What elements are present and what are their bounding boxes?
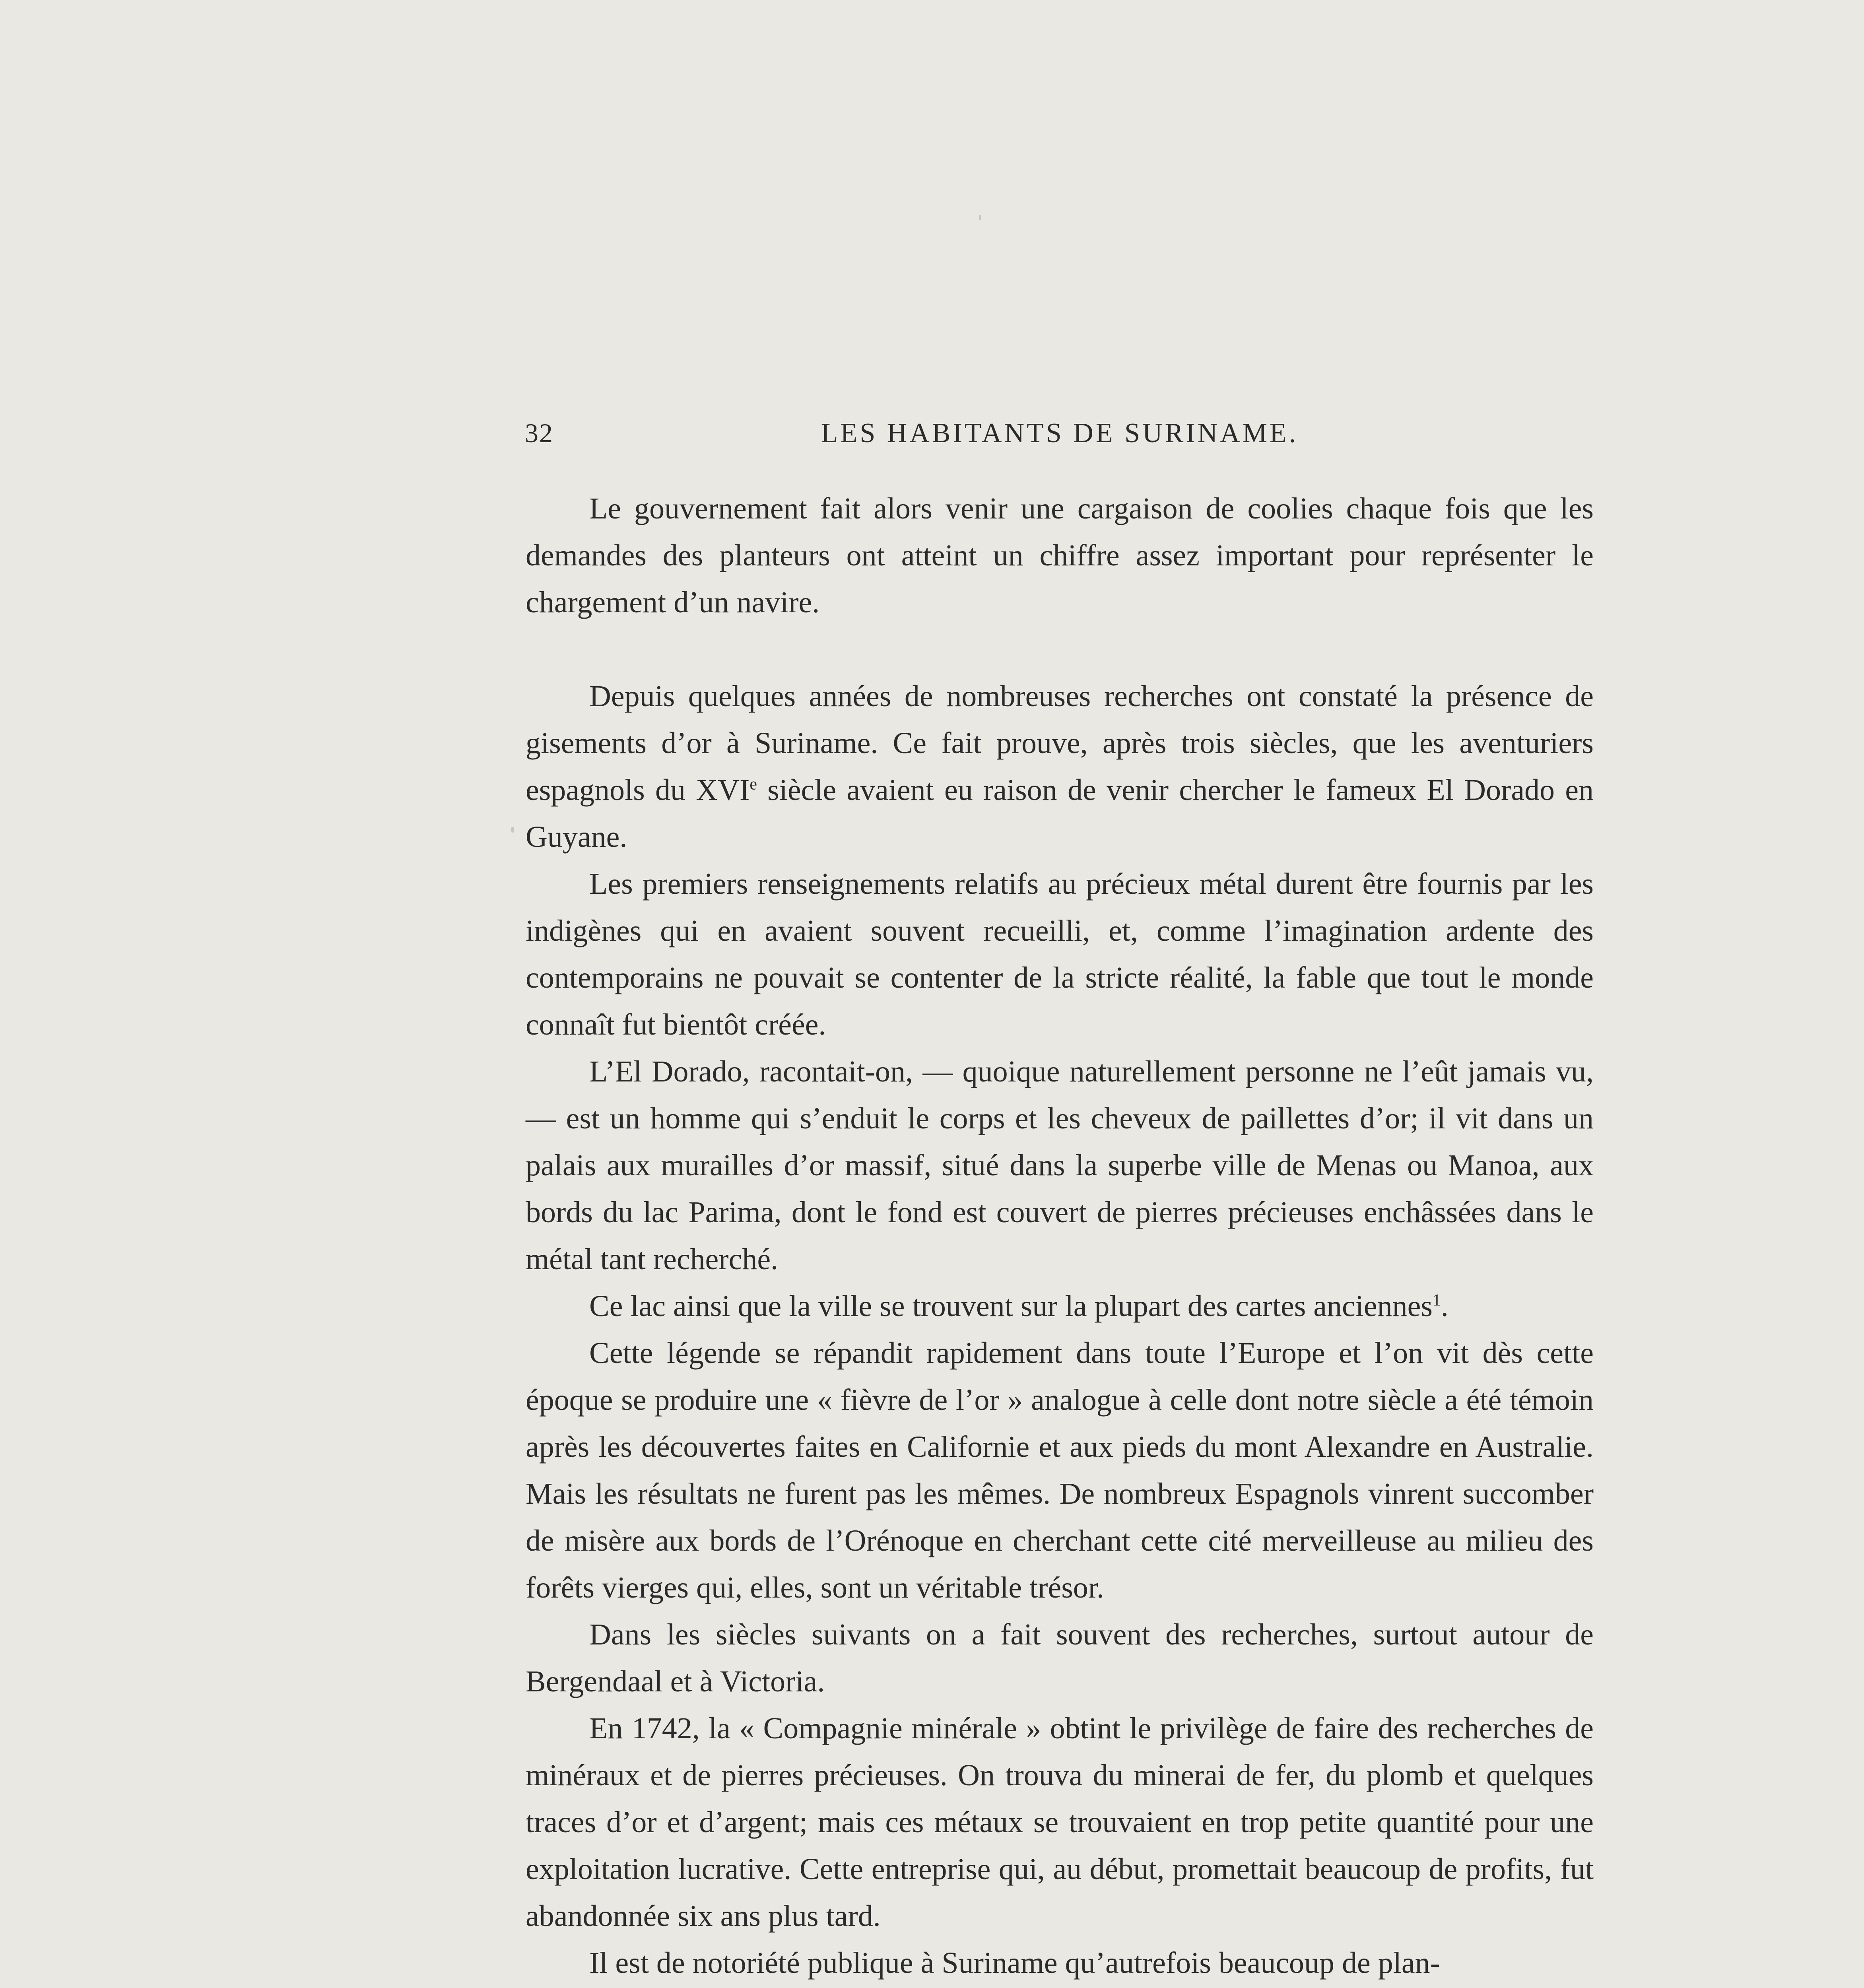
paragraph: Le gouvernement fait alors venir une cargaison de coolies chaque fois que les demandes des planteurs ont atteint un chiffre assez important pour représenter le chargement d’un navire.: [526, 492, 1594, 619]
page-number: 32: [525, 418, 553, 448]
paragraph: Depuis quelques années de nombreuses recherches ont constaté la présence de gisements d’or à Suriname. Ce fait prouve, après trois siècles, que les aventuriers espagnols du XVIe siècle avaient eu raison de venir chercher le fameux El Dorado en Guyane.: [526, 679, 1594, 854]
paper-speck: [511, 827, 514, 833]
paper-speck: [979, 215, 981, 220]
paragraph: Il est de notoriété publique à Suriname qu’autrefois beaucoup de plan-: [589, 1946, 1440, 1980]
paragraph: En 1742, la « Compagnie minérale » obtint le privilège de faire des recherches de minéraux et de pierres précieuses. On trouva du minerai de fer, du plomb et quelques traces d’or et d’argent; mais ces métaux se trouvaient en trop petite quantité pour une exploitation lucrative. Cette entreprise qui, au début, promettait beaucoup de profits, fut abandonnée six ans plus tard.: [526, 1712, 1594, 1933]
paragraph: Cette légende se répandit rapidement dans toute l’Europe et l’on vit dès cette époque se produire une « fièvre de l’or » analogue à celle dont notre siècle a été témoin après les découvertes faites en Californie et aux pieds du mont Alexandre en Australie. Mais les résultats ne furent pas les mêmes. De nombreux Espagnols vinrent succomber de misère aux bords de l’Orénoque en cherchant cette cité merveilleuse au milieu des forêts vierges qui, elles, sont un véritable trésor.: [526, 1336, 1594, 1604]
body-text: [526, 485, 1594, 1986]
paragraph: Les premiers renseignements relatifs au précieux métal durent être fournis par les indigènes qui en avaient souvent recueilli, et, comme l’imagination ardente des contemporains ne pouvait se contenter de la stricte réalité, la fable que tout le monde connaît fut bientôt créée.: [526, 867, 1594, 1041]
footnote-marker[interactable]: 1: [1432, 1291, 1441, 1310]
running-title: LES HABITANTS DE SURINAME.: [821, 418, 1299, 448]
paragraph: Dans les siècles suivants on a fait souvent des recherches, surtout autour de Bergendaal et à Victoria.: [526, 1618, 1594, 1698]
page-header: [525, 417, 1594, 461]
paragraph: Ce lac ainsi que la ville se trouvent sur la plupart des cartes anciennes$^1$.: [589, 1289, 1448, 1323]
century-suffix: e: [749, 775, 757, 794]
century-roman: XVI: [696, 773, 750, 807]
paragraph: L’El Dorado, racontait-on, — quoique naturellement personne ne l’eût jamais vu, — est un homme qui s’enduit le corps et les cheveux de paillettes d’or; il vit dans un palais aux murailles d’or massif, situé dans la superbe ville de Menas ou Manoa, aux bords du lac Parima, dont le fond est couvert de pierres précieuses enchâssées dans le métal tant recherché.: [526, 1055, 1594, 1276]
